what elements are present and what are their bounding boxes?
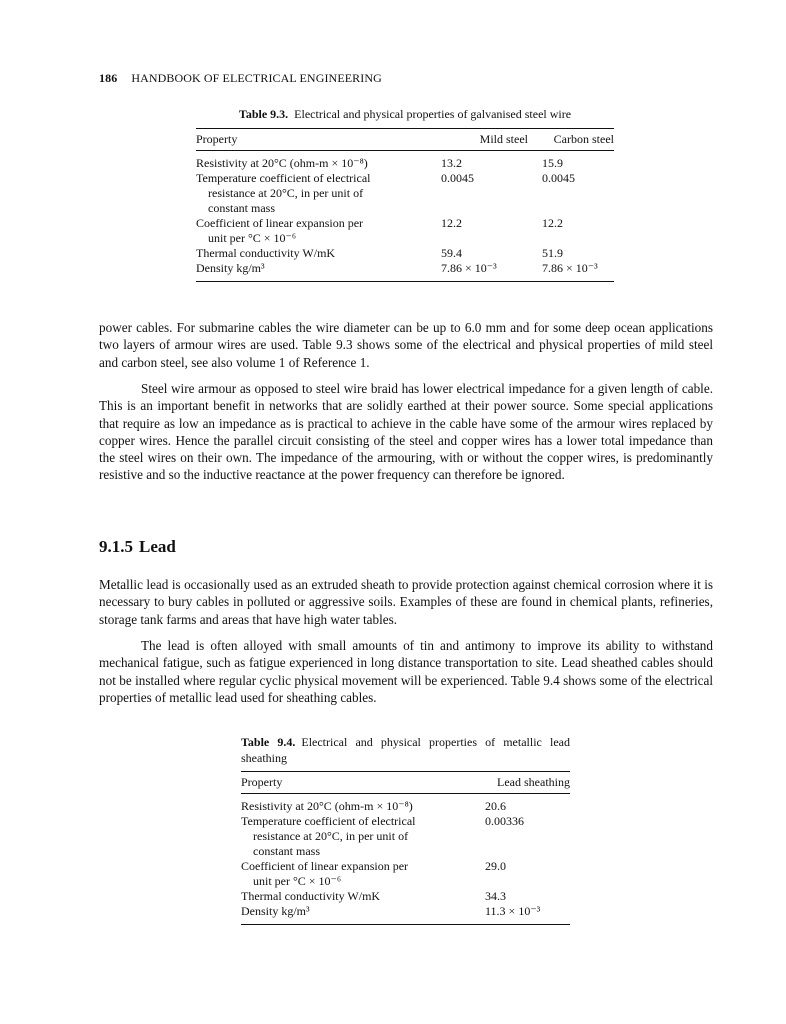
- table-9-3-caption-text: Electrical and physical properties of galvanised steel wire: [294, 107, 572, 121]
- section-title: Lead: [139, 537, 176, 556]
- property-text: Temperature coefficient of electrical: [196, 171, 371, 185]
- table-9-3-bottom-rule: [196, 281, 614, 282]
- property-cell: [196, 171, 441, 216]
- table-9-4: [241, 734, 570, 925]
- lead-sheathing-cell: 11.3 × 10⁻³: [485, 904, 541, 918]
- lead-sheathing-cell: 34.3: [485, 889, 506, 903]
- property-cell: [241, 814, 485, 859]
- carbon-steel-cell: 7.86 × 10⁻³: [542, 261, 598, 275]
- property-cell: Thermal conductivity W/mK: [196, 246, 336, 260]
- carbon-steel-cell: 12.2: [542, 216, 563, 230]
- table-row: [241, 889, 570, 904]
- table-9-4-caption-text: Electrical and physical properties of metallic lead sheathing: [241, 735, 570, 765]
- running-head: [99, 71, 382, 86]
- table-9-4-label: Table 9.4.: [241, 735, 296, 749]
- column-header-property: Property: [196, 132, 238, 146]
- lead-sheathing-cell: 29.0: [485, 859, 506, 873]
- lead-sheathing-cell: 0.00336: [485, 814, 524, 828]
- carbon-steel-cell: 51.9: [542, 246, 563, 260]
- property-cell: Thermal conductivity W/mK: [241, 889, 381, 903]
- table-row: [241, 859, 570, 889]
- paragraph-metallic-lead: Metallic lead is occasionally used as an extruded sheath to provide protection against chemical corrosion where it is necessary to bury cables in polluted or aggressive soils. Examples of these are found in chemical plants, refineries, storage tank farms and areas that have high water tables.: [99, 577, 713, 627]
- carbon-steel-cell: 0.0045: [542, 171, 575, 185]
- property-continuation: unit per °C × 10⁻⁶: [208, 231, 297, 245]
- table-9-3-grid: [196, 128, 614, 281]
- table-9-4-grid: [241, 771, 570, 924]
- table-row: [241, 814, 570, 859]
- page-number: 186: [99, 71, 118, 85]
- property-cell: [241, 859, 485, 889]
- mild-steel-cell: 13.2: [441, 156, 462, 170]
- property-cell: Density kg/m³: [241, 904, 310, 918]
- paragraph-armour-intro: power cables. For submarine cables the wire diameter can be up to 6.0 mm and for some deep ocean applications two layers of armour wires are used. Table 9.3 shows some of the electrical and physical properties of mild steel and carbon steel, see also volume 1 of Reference 1.: [99, 320, 713, 370]
- property-text: Coefficient of linear expansion per: [241, 859, 409, 873]
- property-text: Temperature coefficient of electrical: [241, 814, 416, 828]
- table-row: [196, 151, 614, 172]
- table-9-4-caption: [241, 734, 570, 766]
- mild-steel-cell: 7.86 × 10⁻³: [441, 261, 497, 275]
- property-text: Coefficient of linear expansion per: [196, 216, 364, 230]
- column-header-carbon-steel: Carbon steel: [553, 132, 614, 146]
- table-row: [196, 246, 614, 261]
- column-header-mild-steel: Mild steel: [479, 132, 528, 146]
- table-9-4-header-row: [241, 772, 570, 794]
- carbon-steel-cell: 15.9: [542, 156, 563, 170]
- section-heading: [99, 537, 176, 557]
- property-cell: Density kg/m³: [196, 261, 265, 275]
- mild-steel-cell: 12.2: [441, 216, 462, 230]
- property-cell: Resistivity at 20°C (ohm-m × 10⁻⁸): [241, 799, 413, 813]
- property-cell: Resistivity at 20°C (ohm-m × 10⁻⁸): [196, 156, 368, 170]
- running-title: HANDBOOK OF ELECTRICAL ENGINEERING: [131, 71, 382, 85]
- property-continuation: constant mass: [253, 844, 320, 858]
- property-continuation: constant mass: [208, 201, 275, 215]
- property-cell: [196, 216, 441, 246]
- property-continuation: resistance at 20°C, in per unit of: [253, 829, 409, 843]
- paragraph-steel-wire-armour: Steel wire armour as opposed to steel wire braid has lower electrical impedance for a given length of cable. This is an important benefit in networks that are solidly earthed at their power source. Some special applications that require as low an impedance as is practical to achieve in the cable have some of the armour wires replaced by copper wires. Hence the parallel circuit consisting of the steel and copper wires has a lower total impedance than the steel wires on their own. The impedance of the armouring, with or without the copper wires, is predominantly resistive and so the inductive reactance at the power frequency can therefore be ignored.: [99, 381, 713, 483]
- property-continuation: unit per °C × 10⁻⁶: [253, 874, 342, 888]
- section-number: 9.1.5: [99, 537, 133, 556]
- table-row: [241, 904, 570, 924]
- table-row: [241, 794, 570, 815]
- column-header-lead-sheathing: Lead sheathing: [497, 775, 570, 789]
- table-row: [196, 216, 614, 246]
- table-9-3-label: Table 9.3.: [238, 107, 289, 121]
- table-row: [196, 171, 614, 216]
- table-9-3: [196, 106, 614, 282]
- table-9-3-header-row: [196, 129, 614, 151]
- table-9-3-caption: [196, 106, 614, 122]
- mild-steel-cell: 0.0045: [441, 171, 474, 185]
- column-header-property: Property: [241, 775, 283, 789]
- property-continuation: resistance at 20°C, in per unit of: [208, 186, 364, 200]
- mild-steel-cell: 59.4: [441, 246, 462, 260]
- lead-sheathing-cell: 20.6: [485, 799, 506, 813]
- paragraph-lead-alloy: The lead is often alloyed with small amounts of tin and antimony to improve its ability to withstand mechanical fatigue, such as fatigue experienced in long distance transportation to site. Lead sheathed cables should not be installed where regular cyclic physical movement will be experienced. Table 9.4 shows some of the electrical properties of metallic lead used for sheathing cables.: [99, 638, 713, 705]
- table-9-4-bottom-rule: [241, 924, 570, 925]
- table-row: [196, 261, 614, 281]
